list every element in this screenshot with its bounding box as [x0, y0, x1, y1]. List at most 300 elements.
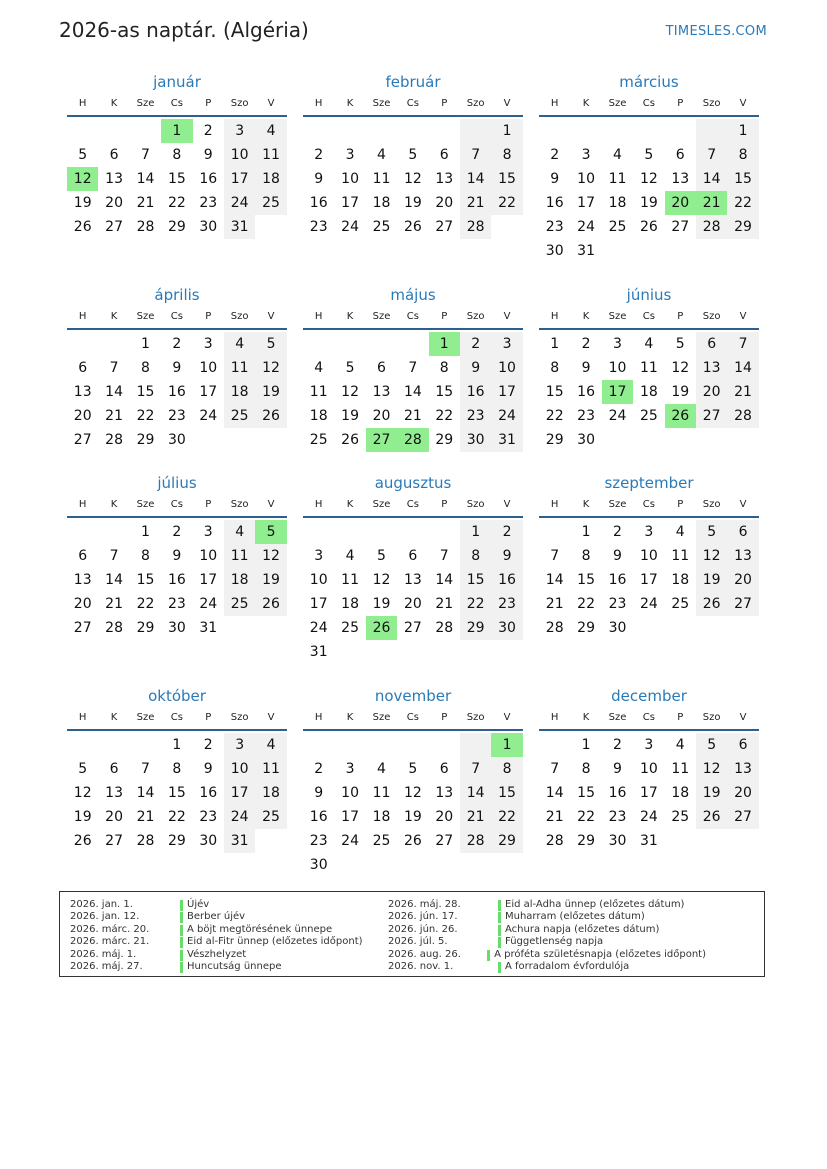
day-cell[interactable]: 23	[577, 408, 595, 424]
day-cell[interactable]: 22	[577, 809, 595, 825]
day-cell[interactable]: 26	[403, 833, 422, 849]
day-cell[interactable]: 8	[581, 548, 591, 564]
day-cell[interactable]: 6	[377, 360, 386, 376]
day-cell[interactable]: 16	[460, 380, 491, 404]
day-cell[interactable]: 31	[224, 215, 255, 239]
day-cell[interactable]: 22	[545, 408, 564, 424]
day-cell[interactable]: 22	[435, 408, 454, 424]
day-cell[interactable]: 14	[460, 781, 491, 805]
day-cell[interactable]: 1	[491, 733, 522, 757]
day-cell[interactable]: 12	[73, 785, 92, 801]
day-cell[interactable]: 13	[105, 785, 123, 801]
day-cell[interactable]: 9	[491, 544, 522, 568]
day-cell[interactable]: 26	[73, 833, 92, 849]
day-cell[interactable]: 31	[639, 833, 658, 849]
day-cell[interactable]: 30	[309, 857, 328, 873]
day-cell[interactable]: 23	[167, 596, 186, 612]
day-cell[interactable]: 8	[141, 360, 150, 376]
day-cell[interactable]: 7	[141, 147, 150, 163]
day-cell[interactable]: 9	[314, 785, 324, 801]
day-cell[interactable]: 11	[341, 572, 359, 588]
day-cell[interactable]: 29	[545, 432, 564, 448]
day-cell[interactable]: 3	[203, 336, 213, 352]
day-cell[interactable]: 4	[255, 733, 286, 757]
day-cell[interactable]: 24	[639, 596, 658, 612]
day-cell[interactable]: 27	[696, 404, 727, 428]
day-cell[interactable]: 17	[224, 167, 255, 191]
day-cell[interactable]: 1	[141, 336, 150, 352]
day-cell[interactable]: 16	[608, 785, 627, 801]
day-cell[interactable]: 29	[491, 829, 522, 853]
day-cell[interactable]: 28	[727, 404, 758, 428]
day-cell[interactable]: 4	[377, 761, 386, 777]
day-cell[interactable]: 5	[377, 548, 386, 564]
day-cell[interactable]: 27	[727, 805, 758, 829]
day-cell[interactable]: 25	[255, 191, 286, 215]
day-cell[interactable]: 4	[613, 147, 622, 163]
day-cell[interactable]: 17	[199, 572, 218, 588]
day-cell[interactable]: 31	[491, 428, 522, 452]
day-cell[interactable]: 27	[73, 620, 92, 636]
day-cell[interactable]: 1	[172, 737, 182, 753]
day-cell[interactable]: 2	[581, 336, 591, 352]
day-cell[interactable]: 23	[309, 219, 328, 235]
day-cell[interactable]: 5	[255, 332, 286, 356]
day-cell[interactable]: 25	[671, 809, 690, 825]
day-cell[interactable]: 14	[105, 384, 123, 400]
day-cell[interactable]: 22	[727, 191, 758, 215]
day-cell[interactable]: 29	[136, 620, 155, 636]
day-cell[interactable]: 30	[199, 219, 218, 235]
day-cell[interactable]: 21	[403, 408, 422, 424]
day-cell[interactable]: 21	[727, 380, 758, 404]
day-cell[interactable]: 8	[727, 143, 758, 167]
day-cell[interactable]: 30	[167, 432, 186, 448]
day-cell[interactable]: 26	[366, 616, 397, 640]
day-cell[interactable]: 19	[341, 408, 359, 424]
day-cell[interactable]: 4	[377, 147, 386, 163]
day-cell[interactable]: 9	[613, 761, 622, 777]
day-cell[interactable]: 6	[109, 147, 119, 163]
day-cell[interactable]: 3	[224, 119, 255, 143]
day-cell[interactable]: 7	[141, 761, 150, 777]
day-cell[interactable]: 17	[639, 572, 658, 588]
day-cell[interactable]: 6	[439, 761, 449, 777]
day-cell[interactable]: 1	[141, 524, 150, 540]
day-cell[interactable]: 25	[309, 432, 328, 448]
day-cell[interactable]: 7	[109, 360, 119, 376]
day-cell[interactable]: 11	[671, 761, 690, 777]
day-cell[interactable]: 28	[545, 833, 564, 849]
day-cell[interactable]: 18	[671, 572, 690, 588]
day-cell[interactable]: 2	[172, 524, 182, 540]
day-cell[interactable]: 16	[545, 195, 564, 211]
day-cell[interactable]: 17	[199, 384, 218, 400]
day-cell[interactable]: 15	[435, 384, 454, 400]
day-cell[interactable]: 4	[644, 336, 654, 352]
day-cell[interactable]: 14	[136, 785, 155, 801]
day-cell[interactable]: 25	[224, 404, 255, 428]
day-cell[interactable]: 8	[172, 147, 182, 163]
day-cell[interactable]: 20	[372, 408, 391, 424]
day-cell[interactable]: 11	[309, 384, 328, 400]
day-cell[interactable]: 21	[460, 805, 491, 829]
day-cell[interactable]: 22	[136, 596, 155, 612]
day-cell[interactable]: 19	[639, 195, 658, 211]
day-cell[interactable]: 3	[613, 336, 622, 352]
day-cell[interactable]: 24	[199, 408, 218, 424]
day-cell[interactable]: 5	[675, 336, 685, 352]
day-cell[interactable]: 3	[314, 548, 324, 564]
day-cell[interactable]: 22	[460, 592, 491, 616]
day-cell[interactable]: 29	[435, 432, 454, 448]
day-cell[interactable]: 14	[403, 384, 422, 400]
day-cell[interactable]: 30	[199, 833, 218, 849]
day-cell[interactable]: 30	[491, 616, 522, 640]
day-cell[interactable]: 22	[167, 809, 186, 825]
day-cell[interactable]: 28	[545, 620, 564, 636]
day-cell[interactable]: 23	[608, 809, 627, 825]
day-cell[interactable]: 15	[491, 781, 522, 805]
day-cell[interactable]: 12	[255, 356, 286, 380]
day-cell[interactable]: 29	[167, 219, 186, 235]
day-cell[interactable]: 22	[491, 805, 522, 829]
day-cell[interactable]: 30	[460, 428, 491, 452]
day-cell[interactable]: 24	[224, 191, 255, 215]
day-cell[interactable]: 3	[644, 524, 654, 540]
day-cell[interactable]: 15	[545, 384, 564, 400]
day-cell[interactable]: 5	[78, 761, 88, 777]
day-cell[interactable]: 14	[545, 572, 564, 588]
day-cell[interactable]: 7	[408, 360, 418, 376]
day-cell[interactable]: 24	[199, 596, 218, 612]
day-cell[interactable]: 18	[671, 785, 690, 801]
day-cell[interactable]: 6	[675, 147, 685, 163]
day-cell[interactable]: 4	[675, 524, 685, 540]
day-cell[interactable]: 9	[581, 360, 591, 376]
day-cell[interactable]: 6	[727, 520, 758, 544]
day-cell[interactable]: 13	[73, 572, 92, 588]
day-cell[interactable]: 5	[408, 147, 418, 163]
day-cell[interactable]: 20	[665, 191, 696, 215]
day-cell[interactable]: 17	[491, 380, 522, 404]
day-cell[interactable]: 30	[577, 432, 595, 448]
day-cell[interactable]: 15	[136, 572, 155, 588]
day-cell[interactable]: 20	[727, 568, 758, 592]
day-cell[interactable]: 8	[172, 761, 182, 777]
day-cell[interactable]: 7	[550, 761, 560, 777]
day-cell[interactable]: 1	[161, 119, 192, 143]
day-cell[interactable]: 10	[608, 360, 627, 376]
day-cell[interactable]: 21	[105, 596, 123, 612]
day-cell[interactable]: 5	[408, 761, 418, 777]
day-cell[interactable]: 21	[545, 596, 564, 612]
day-cell[interactable]: 28	[136, 219, 155, 235]
day-cell[interactable]: 10	[577, 171, 595, 187]
day-cell[interactable]: 1	[429, 332, 460, 356]
day-cell[interactable]: 9	[314, 171, 324, 187]
day-cell[interactable]: 28	[105, 620, 123, 636]
day-cell[interactable]: 10	[341, 171, 359, 187]
day-cell[interactable]: 15	[577, 572, 595, 588]
day-cell[interactable]: 2	[203, 737, 213, 753]
day-cell[interactable]: 11	[671, 548, 690, 564]
day-cell[interactable]: 13	[105, 171, 123, 187]
day-cell[interactable]: 25	[372, 833, 391, 849]
day-cell[interactable]: 30	[608, 620, 627, 636]
day-cell[interactable]: 12	[696, 544, 727, 568]
day-cell[interactable]: 14	[460, 167, 491, 191]
day-cell[interactable]: 30	[545, 243, 564, 259]
day-cell[interactable]: 29	[167, 833, 186, 849]
day-cell[interactable]: 23	[199, 809, 218, 825]
day-cell[interactable]: 11	[372, 171, 391, 187]
day-cell[interactable]: 9	[203, 147, 213, 163]
day-cell[interactable]: 23	[309, 833, 328, 849]
day-cell[interactable]: 1	[727, 119, 758, 143]
day-cell[interactable]: 2	[203, 123, 213, 139]
day-cell[interactable]: 14	[545, 785, 564, 801]
day-cell[interactable]: 8	[141, 548, 150, 564]
day-cell[interactable]: 22	[491, 191, 522, 215]
day-cell[interactable]: 17	[577, 195, 595, 211]
day-cell[interactable]: 6	[78, 548, 88, 564]
day-cell[interactable]: 11	[372, 785, 391, 801]
day-cell[interactable]: 15	[167, 785, 186, 801]
day-cell[interactable]: 26	[403, 219, 422, 235]
day-cell[interactable]: 23	[460, 404, 491, 428]
day-cell[interactable]: 18	[639, 384, 658, 400]
day-cell[interactable]: 16	[199, 171, 218, 187]
day-cell[interactable]: 28	[397, 428, 428, 452]
day-cell[interactable]: 16	[167, 384, 186, 400]
day-cell[interactable]: 7	[439, 548, 449, 564]
day-cell[interactable]: 6	[439, 147, 449, 163]
day-cell[interactable]: 19	[73, 195, 92, 211]
day-cell[interactable]: 22	[167, 195, 186, 211]
day-cell[interactable]: 8	[550, 360, 560, 376]
day-cell[interactable]: 26	[696, 805, 727, 829]
day-cell[interactable]: 31	[577, 243, 595, 259]
day-cell[interactable]: 25	[608, 219, 627, 235]
day-cell[interactable]: 10	[199, 360, 218, 376]
day-cell[interactable]: 26	[73, 219, 92, 235]
day-cell[interactable]: 12	[341, 384, 359, 400]
day-cell[interactable]: 2	[613, 524, 622, 540]
brand-link[interactable]: TIMESLES.COM	[665, 24, 767, 39]
day-cell[interactable]: 28	[105, 432, 123, 448]
day-cell[interactable]: 13	[727, 544, 758, 568]
day-cell[interactable]: 1	[460, 520, 491, 544]
day-cell[interactable]: 18	[608, 195, 627, 211]
day-cell[interactable]: 14	[727, 356, 758, 380]
day-cell[interactable]: 22	[577, 596, 595, 612]
day-cell[interactable]: 16	[309, 809, 328, 825]
day-cell[interactable]: 21	[435, 596, 454, 612]
day-cell[interactable]: 13	[403, 572, 422, 588]
day-cell[interactable]: 28	[460, 215, 491, 239]
day-cell[interactable]: 23	[199, 195, 218, 211]
day-cell[interactable]: 27	[435, 219, 454, 235]
day-cell[interactable]: 5	[644, 147, 654, 163]
day-cell[interactable]: 4	[675, 737, 685, 753]
day-cell[interactable]: 13	[727, 757, 758, 781]
day-cell[interactable]: 21	[136, 195, 155, 211]
day-cell[interactable]: 18	[224, 380, 255, 404]
day-cell[interactable]: 14	[696, 167, 727, 191]
day-cell[interactable]: 6	[727, 733, 758, 757]
day-cell[interactable]: 3	[203, 524, 213, 540]
day-cell[interactable]: 25	[224, 592, 255, 616]
day-cell[interactable]: 8	[491, 143, 522, 167]
day-cell[interactable]: 20	[105, 195, 123, 211]
day-cell[interactable]: 2	[314, 761, 324, 777]
day-cell[interactable]: 24	[341, 833, 359, 849]
day-cell[interactable]: 13	[696, 356, 727, 380]
day-cell[interactable]: 27	[403, 620, 422, 636]
day-cell[interactable]: 3	[345, 761, 355, 777]
day-cell[interactable]: 26	[665, 404, 696, 428]
day-cell[interactable]: 23	[545, 219, 564, 235]
day-cell[interactable]: 20	[73, 408, 92, 424]
day-cell[interactable]: 24	[491, 404, 522, 428]
day-cell[interactable]: 2	[613, 737, 622, 753]
day-cell[interactable]: 27	[727, 592, 758, 616]
day-cell[interactable]: 9	[172, 548, 182, 564]
day-cell[interactable]: 13	[435, 785, 454, 801]
day-cell[interactable]: 15	[577, 785, 595, 801]
day-cell[interactable]: 19	[696, 781, 727, 805]
day-cell[interactable]: 3	[491, 332, 522, 356]
day-cell[interactable]: 16	[608, 572, 627, 588]
day-cell[interactable]: 7	[550, 548, 560, 564]
day-cell[interactable]: 17	[309, 596, 328, 612]
day-cell[interactable]: 5	[255, 520, 286, 544]
day-cell[interactable]: 19	[255, 380, 286, 404]
day-cell[interactable]: 6	[696, 332, 727, 356]
day-cell[interactable]: 2	[460, 332, 491, 356]
day-cell[interactable]: 10	[341, 785, 359, 801]
day-cell[interactable]: 30	[608, 833, 627, 849]
day-cell[interactable]: 4	[224, 332, 255, 356]
day-cell[interactable]: 15	[167, 171, 186, 187]
day-cell[interactable]: 29	[577, 833, 595, 849]
day-cell[interactable]: 20	[435, 809, 454, 825]
day-cell[interactable]: 19	[671, 384, 690, 400]
day-cell[interactable]: 4	[345, 548, 355, 564]
day-cell[interactable]: 8	[460, 544, 491, 568]
day-cell[interactable]: 25	[671, 596, 690, 612]
day-cell[interactable]: 2	[550, 147, 560, 163]
day-cell[interactable]: 28	[136, 833, 155, 849]
day-cell[interactable]: 12	[372, 572, 391, 588]
day-cell[interactable]: 16	[167, 572, 186, 588]
day-cell[interactable]: 15	[727, 167, 758, 191]
day-cell[interactable]: 3	[224, 733, 255, 757]
day-cell[interactable]: 20	[403, 596, 422, 612]
day-cell[interactable]: 9	[460, 356, 491, 380]
day-cell[interactable]: 3	[581, 147, 591, 163]
day-cell[interactable]: 19	[403, 195, 422, 211]
day-cell[interactable]: 20	[435, 195, 454, 211]
day-cell[interactable]: 23	[608, 596, 627, 612]
day-cell[interactable]: 10	[224, 143, 255, 167]
day-cell[interactable]: 19	[403, 809, 422, 825]
day-cell[interactable]: 18	[309, 408, 328, 424]
day-cell[interactable]: 16	[199, 785, 218, 801]
day-cell[interactable]: 21	[460, 191, 491, 215]
day-cell[interactable]: 27	[435, 833, 454, 849]
day-cell[interactable]: 15	[136, 384, 155, 400]
day-cell[interactable]: 8	[491, 757, 522, 781]
day-cell[interactable]: 21	[545, 809, 564, 825]
day-cell[interactable]: 4	[314, 360, 324, 376]
day-cell[interactable]: 7	[460, 757, 491, 781]
day-cell[interactable]: 27	[671, 219, 690, 235]
day-cell[interactable]: 2	[172, 336, 182, 352]
day-cell[interactable]: 19	[696, 568, 727, 592]
day-cell[interactable]: 20	[696, 380, 727, 404]
day-cell[interactable]: 29	[460, 616, 491, 640]
day-cell[interactable]: 10	[491, 356, 522, 380]
day-cell[interactable]: 13	[435, 171, 454, 187]
day-cell[interactable]: 9	[613, 548, 622, 564]
day-cell[interactable]: 2	[314, 147, 324, 163]
day-cell[interactable]: 12	[696, 757, 727, 781]
day-cell[interactable]: 17	[224, 781, 255, 805]
day-cell[interactable]: 25	[255, 805, 286, 829]
day-cell[interactable]: 29	[727, 215, 758, 239]
day-cell[interactable]: 5	[345, 360, 355, 376]
day-cell[interactable]: 17	[341, 809, 359, 825]
day-cell[interactable]: 20	[105, 809, 123, 825]
day-cell[interactable]: 11	[255, 143, 286, 167]
day-cell[interactable]: 14	[105, 572, 123, 588]
day-cell[interactable]: 24	[639, 809, 658, 825]
day-cell[interactable]: 7	[696, 143, 727, 167]
day-cell[interactable]: 22	[136, 408, 155, 424]
day-cell[interactable]: 10	[639, 548, 658, 564]
day-cell[interactable]: 27	[105, 219, 123, 235]
day-cell[interactable]: 9	[203, 761, 213, 777]
day-cell[interactable]: 17	[602, 380, 633, 404]
day-cell[interactable]: 24	[608, 408, 627, 424]
day-cell[interactable]: 11	[608, 171, 627, 187]
day-cell[interactable]: 15	[491, 167, 522, 191]
day-cell[interactable]: 10	[224, 757, 255, 781]
day-cell[interactable]: 18	[255, 167, 286, 191]
day-cell[interactable]: 5	[696, 733, 727, 757]
day-cell[interactable]: 9	[550, 171, 560, 187]
day-cell[interactable]: 4	[255, 119, 286, 143]
day-cell[interactable]: 17	[341, 195, 359, 211]
day-cell[interactable]: 12	[403, 171, 422, 187]
day-cell[interactable]: 14	[435, 572, 454, 588]
day-cell[interactable]: 7	[109, 548, 119, 564]
day-cell[interactable]: 10	[309, 572, 328, 588]
day-cell[interactable]: 11	[639, 360, 658, 376]
day-cell[interactable]: 25	[639, 408, 658, 424]
day-cell[interactable]: 18	[255, 781, 286, 805]
day-cell[interactable]: 14	[136, 171, 155, 187]
day-cell[interactable]: 4	[224, 520, 255, 544]
day-cell[interactable]: 24	[224, 805, 255, 829]
day-cell[interactable]: 13	[671, 171, 690, 187]
day-cell[interactable]: 23	[167, 408, 186, 424]
day-cell[interactable]: 5	[78, 147, 88, 163]
day-cell[interactable]: 12	[671, 360, 690, 376]
day-cell[interactable]: 19	[255, 568, 286, 592]
